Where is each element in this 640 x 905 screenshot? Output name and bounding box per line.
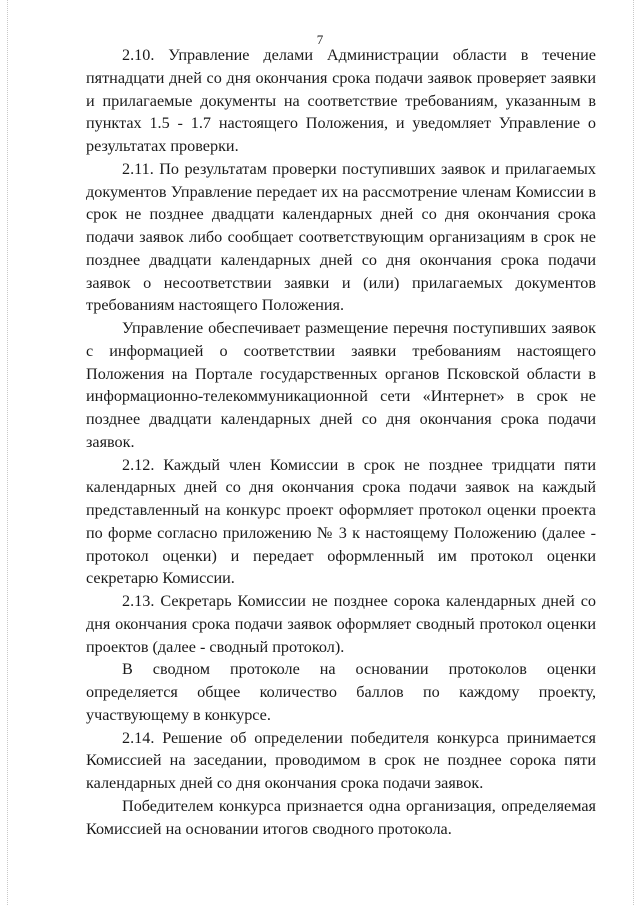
- paragraph-2-13: 2.13. Секретарь Комиссии не позднее сорока календарных дней со дня окончания срока подачи заявок оформляет сводный протокол оценки проектов (далее - сводный протокол).: [86, 592, 596, 656]
- scan-edge-left: [7, 0, 8, 905]
- scan-edge-right: [633, 0, 634, 905]
- paragraph-2-10: 2.10. Управление делами Администрации области в течение пятнадцати дней со дня окончания срока подачи заявок проверяет заявки и прилагаемые документы на соответствие требованиям, указанным в пунктах 1.5 - 1.7 настоящего Положения, и уведомляет Управление о результатах проверки.: [86, 46, 596, 155]
- paragraph-winner: Победителем конкурса признается одна организация, определяемая Комиссией на основании итогов сводного протокола.: [86, 796, 596, 838]
- paragraph-2-12: 2.12. Каждый член Комиссии в срок не позднее тридцати пяти календарных дней со дня окончания срока подачи заявок на каждый представленный на конкурс проект оформляет протокол оценки проекта по форме согласно приложению № 3 к настоящему Положению (далее - протокол оценки) и передает оформленный им протокол оценки секретарю Комиссии.: [86, 455, 596, 588]
- paragraph-2-14: 2.14. Решение об определении победителя конкурса принимается Комиссией на заседании, проводимом в срок не позднее сорока пяти календарных дней со дня окончания срока подачи заявок.: [86, 728, 596, 792]
- paragraph-2-11: 2.11. По результатам проверки поступивших заявок и прилагаемых документов Управление передает их на рассмотрение членам Комиссии в срок не позднее двадцати календарных дней со дня окончания срока подачи заявок либо сообщает соответствующим организациям в срок не позднее двадцати календарных дней со дня окончания срока подачи заявок о несоответствии заявки и (или) прилагаемых документов требованиям настоящего Положения.: [86, 159, 596, 315]
- page-number: 7: [316, 32, 324, 47]
- paragraph-portal-publication: Управление обеспечивает размещение перечня поступивших заявок с информацией о соответствии заявки требованиям настоящего Положения на Портале государственных органов Псковской области в информационно-телекоммуникационной сети «Интернет» в срок не позднее двадцати календарных дней со дня окончания срока подачи заявок.: [86, 319, 596, 451]
- document-body: [86, 44, 596, 840]
- paragraph-summary-protocol: В сводном протоколе на основании протоколов оценки определяется общее количество баллов по каждому проекту, участвующему в конкурсе.: [86, 660, 596, 724]
